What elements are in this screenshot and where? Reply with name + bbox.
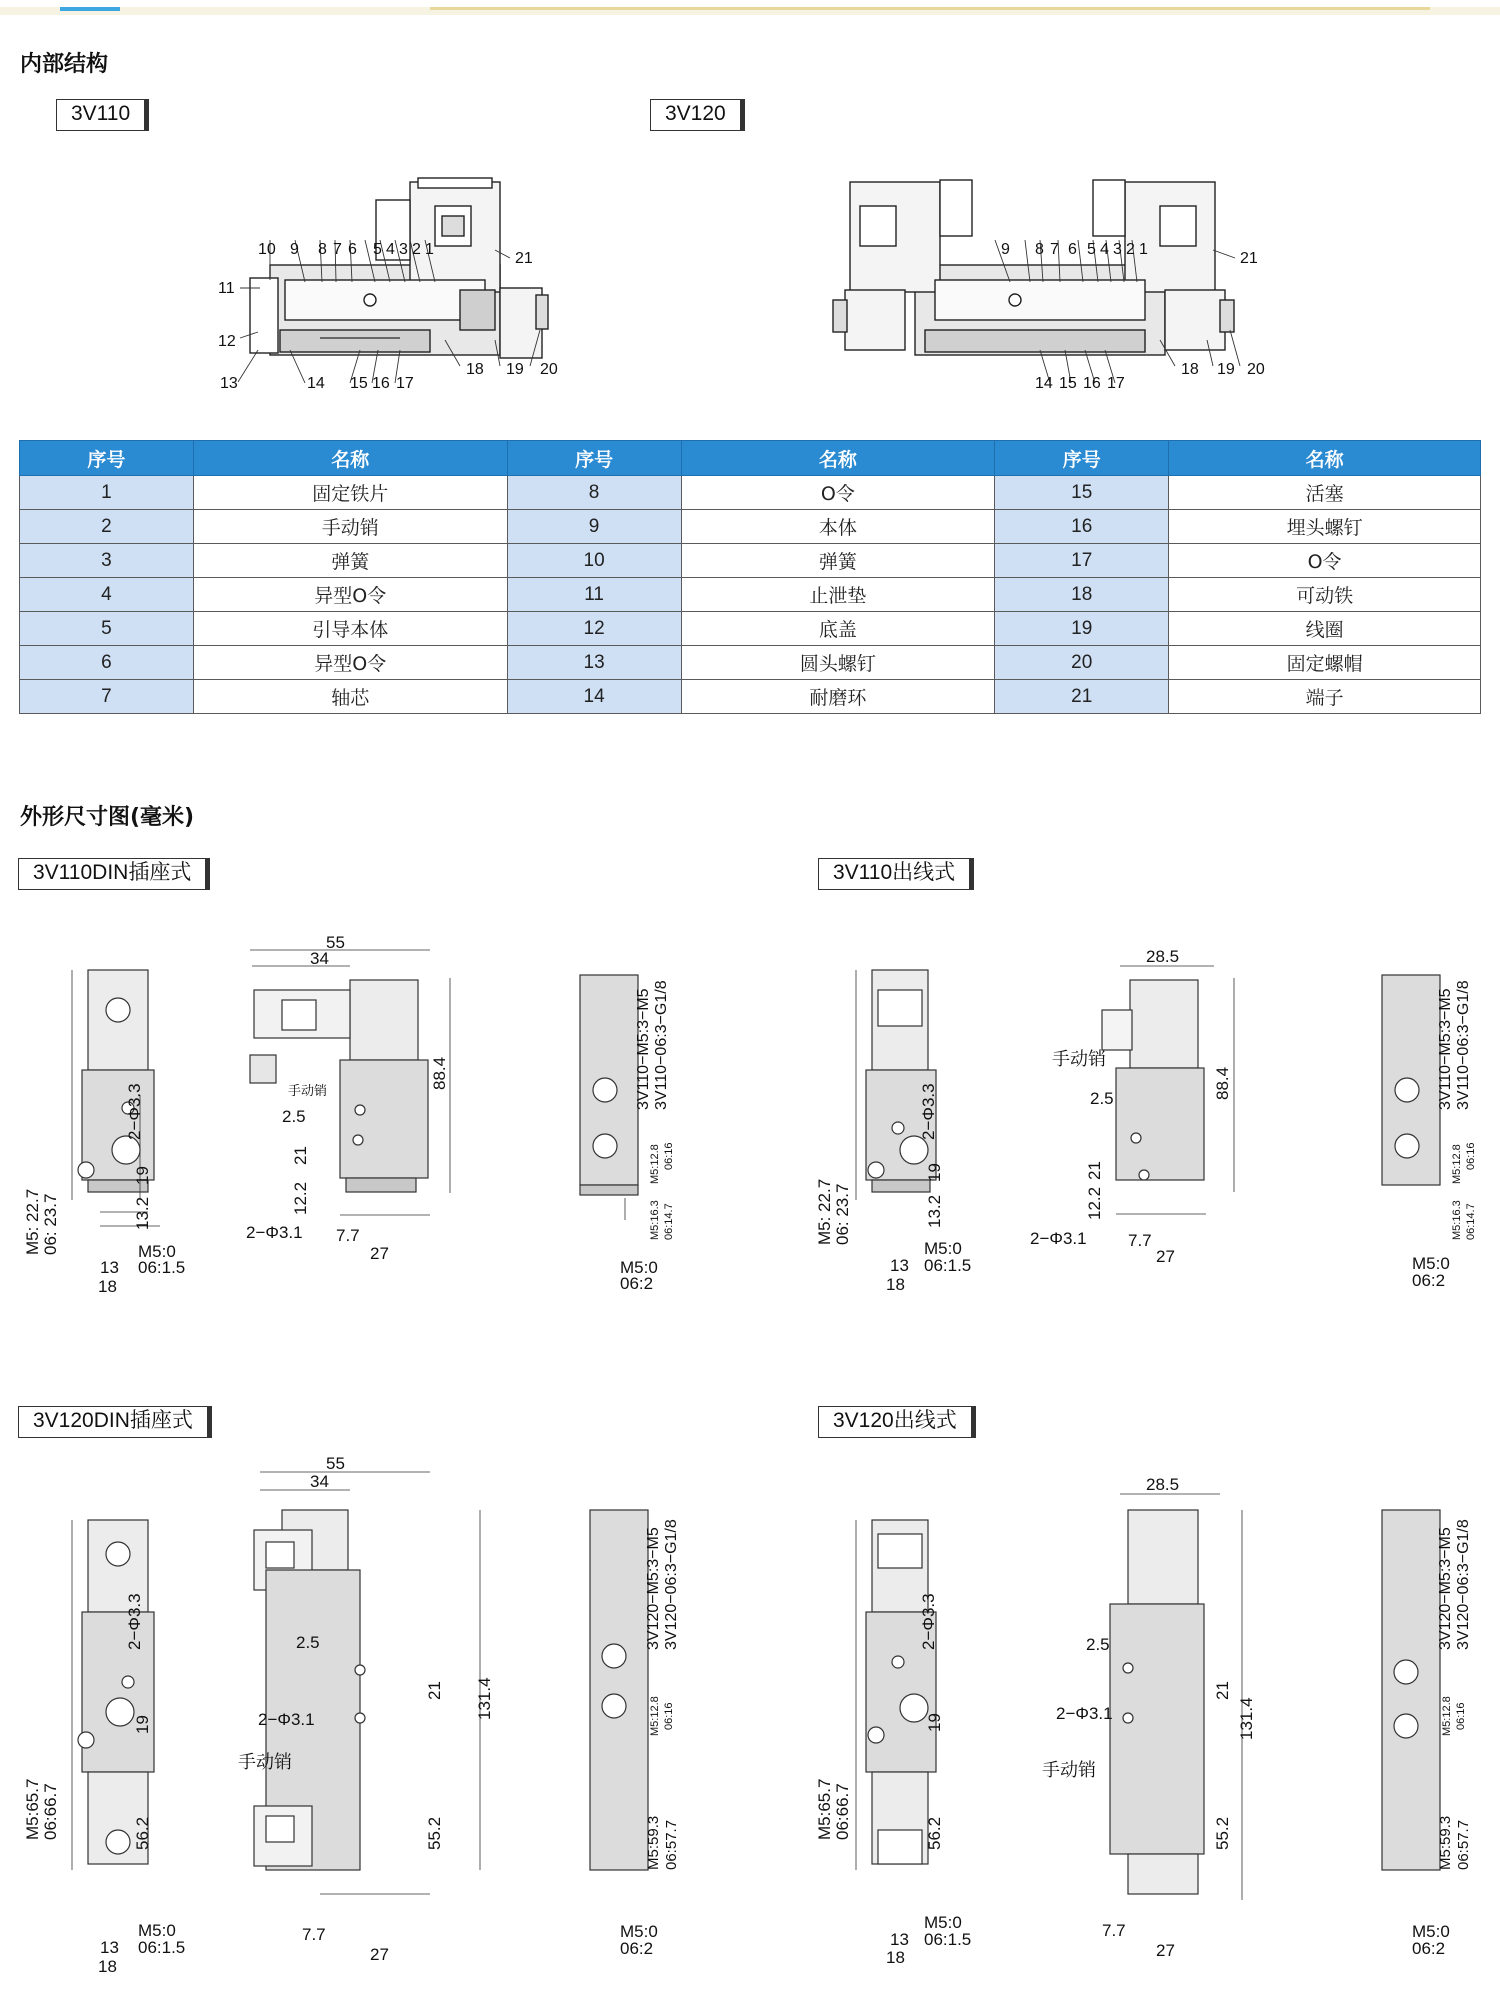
dim-rear-06-2: 06:2 (620, 1274, 654, 1293)
callout-4: 4 (386, 241, 395, 258)
dim-18: 18 (98, 1957, 117, 1976)
port-m5-12-8: M5:12.8 (1441, 1696, 1453, 1736)
dim-28-5: 28.5 (1146, 947, 1180, 966)
dim-2-5: 2.5 (1086, 1635, 1110, 1654)
tag-3v120-wire: 3V120出线式 (818, 1406, 976, 1438)
port-3v120-m5: 3V120−M5:3−M5 (645, 1527, 662, 1650)
dim-88-4: 88.4 (430, 1056, 449, 1090)
parts-table-header (20, 441, 1481, 476)
callout-3: 3 (399, 241, 408, 258)
dim-19: 19 (133, 1715, 152, 1734)
dim-28-5: 28.5 (1146, 1475, 1180, 1494)
port-m5-22-7: M5: 22.7 (815, 1178, 834, 1245)
callout-r-14: 14 (1035, 375, 1053, 392)
callout-20: 20 (540, 361, 558, 378)
dim-m5-0: M5:0 (138, 1921, 176, 1940)
dim-m5-0: M5:0 (138, 1242, 176, 1261)
cell-name: 线圈 (1169, 612, 1481, 646)
callout-r-18: 18 (1181, 361, 1199, 378)
dim-m5-0: M5:0 (924, 1239, 962, 1258)
port-m5-16-3: M5:16.3 (649, 1200, 661, 1240)
callout-15: 15 (350, 375, 368, 392)
callout-17: 17 (396, 375, 414, 392)
port-06-16: 06:16 (1465, 1142, 1477, 1170)
dim-21: 21 (291, 1146, 310, 1165)
manual-pin-label: 手动销 (1042, 1760, 1096, 1780)
port-m5-59-3: M5:59.3 (1437, 1815, 1454, 1870)
dim-18: 18 (886, 1275, 905, 1294)
dim-21: 21 (425, 1681, 444, 1700)
port-06-14-7: 06:14.7 (663, 1203, 675, 1240)
port-3v110-g18: 3V110−06:3−G1/8 (653, 980, 670, 1110)
dim-55-2: 55.2 (1213, 1816, 1232, 1850)
cell-name: 埋头螺钉 (1169, 510, 1481, 544)
dim-7-7: 7.7 (302, 1925, 326, 1944)
hole-phi33: 2−Φ3.3 (919, 1083, 938, 1140)
dim-34: 34 (310, 1472, 329, 1491)
callout-12: 12 (218, 333, 236, 350)
callout-r-16: 16 (1083, 375, 1101, 392)
callout-r-20: 20 (1247, 361, 1265, 378)
dim-27: 27 (1156, 1247, 1175, 1266)
dim-06-1-5: 06:1.5 (138, 1938, 186, 1957)
model-tag-3v110: 3V110 (56, 99, 149, 131)
cell-index: 6 (20, 646, 194, 680)
dim-56-2: 56.2 (925, 1816, 944, 1850)
dim-06-1-5: 06:1.5 (924, 1930, 972, 1949)
cell-name: 可动铁 (1169, 578, 1481, 612)
callout-r-3: 3 (1113, 241, 1122, 258)
cell-name: 手动销 (193, 510, 507, 544)
port-m5-16-3: M5:16.3 (1451, 1200, 1463, 1240)
hole-phi31: 2−Φ3.1 (246, 1223, 303, 1242)
cell-name: 圆头螺钉 (681, 646, 995, 680)
cell-name: 止泄垫 (681, 578, 995, 612)
dim-13-2: 13.2 (133, 1196, 152, 1230)
port-3v110-m5: 3V110−M5:3−M5 (635, 988, 652, 1110)
drawing-3v120-wire (810, 1450, 1490, 2000)
port-m5-12-8: M5:12.8 (649, 1696, 661, 1736)
model-tag-3v120: 3V120 (650, 99, 745, 131)
cell-index: 10 (507, 544, 681, 578)
dim-18: 18 (98, 1277, 117, 1296)
callout-r-21: 21 (1240, 250, 1258, 267)
cell-index: 7 (20, 680, 194, 714)
hole-phi31: 2−Φ3.1 (1030, 1229, 1087, 1248)
port-06-23-7: 06: 23.7 (41, 1193, 60, 1255)
callout-14: 14 (307, 375, 325, 392)
dim-88-4: 88.4 (1213, 1066, 1232, 1100)
port-m5-22-7: M5: 22.7 (23, 1188, 42, 1255)
dim-2-5: 2.5 (282, 1107, 306, 1126)
dimensions-title: 外形尺寸图(毫米) (20, 805, 195, 830)
port-06-66-7: 06:66.7 (41, 1783, 60, 1840)
header-index-2: 序号 (507, 441, 681, 476)
cell-name: 弹簧 (193, 544, 507, 578)
table-row (20, 680, 1481, 714)
callout-19: 19 (506, 361, 524, 378)
callout-7: 7 (333, 241, 342, 258)
manual-pin-label: 手动销 (1052, 1049, 1106, 1069)
header-index-1: 序号 (20, 441, 194, 476)
cell-name: 引导本体 (193, 612, 507, 646)
cell-name: O令 (1169, 544, 1481, 578)
port-3v110-g18: 3V110−06:3−G1/8 (1455, 980, 1472, 1110)
table-row (20, 578, 1481, 612)
port-m5-65-7: M5:65.7 (23, 1778, 42, 1840)
callout-18: 18 (466, 361, 484, 378)
dim-m5-0: M5:0 (924, 1913, 962, 1932)
dim-7-7: 7.7 (1102, 1921, 1126, 1940)
table-row (20, 544, 1481, 578)
callout-r-17: 17 (1107, 375, 1125, 392)
callout-16: 16 (372, 375, 390, 392)
dim-27: 27 (370, 1244, 389, 1263)
internal-structure-title: 内部结构 (20, 52, 109, 77)
dim-13-2: 13.2 (925, 1194, 944, 1228)
hole-phi33: 2−Φ3.3 (919, 1593, 938, 1650)
port-06-23-7: 06: 23.7 (833, 1183, 852, 1245)
cell-index: 15 (995, 476, 1169, 510)
hole-phi33: 2−Φ3.3 (125, 1593, 144, 1650)
dim-21: 21 (1213, 1681, 1232, 1700)
cell-index: 13 (507, 646, 681, 680)
cell-name: 底盖 (681, 612, 995, 646)
dim-rear-m5-0: M5:0 (620, 1258, 658, 1277)
dim-21: 21 (1085, 1161, 1104, 1180)
top-band (0, 7, 1500, 15)
callout-r-6: 6 (1068, 241, 1077, 258)
drawing-3v120-din (20, 1450, 720, 2000)
dim-06-1-5: 06:1.5 (138, 1258, 186, 1277)
callout-1: 1 (425, 241, 434, 258)
callout-8: 8 (318, 241, 327, 258)
port-06-66-7: 06:66.7 (833, 1783, 852, 1840)
top-decoration (0, 0, 1500, 8)
dim-rear-m5-0: M5:0 (1412, 1254, 1450, 1273)
dim-rear-06-2: 06:2 (1412, 1271, 1446, 1290)
port-06-16: 06:16 (663, 1142, 675, 1170)
callout-r-2: 2 (1126, 241, 1135, 258)
cell-name: 异型O令 (193, 578, 507, 612)
header-name-2: 名称 (681, 441, 995, 476)
callout-r-8: 8 (1035, 241, 1044, 258)
dim-2-5: 2.5 (1090, 1089, 1114, 1108)
dim-13: 13 (100, 1258, 119, 1277)
dim-rear-06-2: 06:2 (620, 1939, 654, 1958)
diagram-3v110-internal (210, 170, 590, 400)
drawing-3v110-din (20, 930, 720, 1310)
port-06-16: 06:16 (663, 1702, 675, 1730)
manual-pin-label: 手动销 (238, 1752, 292, 1772)
callout-21: 21 (515, 250, 533, 267)
dim-55: 55 (326, 933, 345, 952)
dim-12-2: 12.2 (1085, 1186, 1104, 1220)
tag-3v120-din: 3V120DIN插座式 (18, 1406, 212, 1438)
callout-r-7: 7 (1050, 241, 1059, 258)
callout-r-19: 19 (1217, 361, 1235, 378)
header-name-3: 名称 (1169, 441, 1481, 476)
callout-13: 13 (220, 375, 238, 392)
port-3v120-g18: 3V120−06:3−G1/8 (663, 1519, 680, 1650)
dim-2-5: 2.5 (296, 1633, 320, 1652)
cell-name: 固定螺帽 (1169, 646, 1481, 680)
callout-6: 6 (348, 241, 357, 258)
dim-55-2: 55.2 (425, 1816, 444, 1850)
callout-r-15: 15 (1059, 375, 1077, 392)
cell-name: O令 (681, 476, 995, 510)
callout-r-4: 4 (1100, 241, 1109, 258)
cell-index: 20 (995, 646, 1169, 680)
port-3v120-g18: 3V120−06:3−G1/8 (1455, 1519, 1472, 1650)
cell-index: 2 (20, 510, 194, 544)
dim-rear-m5-0: M5:0 (620, 1922, 658, 1941)
table-row (20, 646, 1481, 680)
manual-pin-label: 手动销 (288, 1083, 328, 1098)
dim-19: 19 (925, 1163, 944, 1182)
dim-34: 34 (310, 949, 329, 968)
tag-3v110-din: 3V110DIN插座式 (18, 858, 210, 890)
dim-56-2: 56.2 (133, 1816, 152, 1850)
parts-table (19, 440, 1481, 714)
cell-index: 18 (995, 578, 1169, 612)
dim-06-1-5: 06:1.5 (924, 1256, 972, 1275)
dim-55: 55 (326, 1454, 345, 1473)
port-06-57-7: 06:57.7 (663, 1819, 680, 1870)
hole-phi31: 2−Φ3.1 (1056, 1704, 1113, 1723)
cell-name: 活塞 (1169, 476, 1481, 510)
cell-name: 端子 (1169, 680, 1481, 714)
dim-13: 13 (890, 1930, 909, 1949)
callout-r-9: 9 (1001, 241, 1010, 258)
port-3v110-m5: 3V110−M5:3−M5 (1437, 988, 1454, 1110)
header-index-3: 序号 (995, 441, 1169, 476)
cell-index: 11 (507, 578, 681, 612)
callout-r-1: 1 (1139, 241, 1148, 258)
table-row (20, 612, 1481, 646)
cell-name: 轴芯 (193, 680, 507, 714)
callout-r-5: 5 (1087, 241, 1096, 258)
port-06-14-7: 06:14.7 (1465, 1203, 1477, 1240)
cell-index: 1 (20, 476, 194, 510)
hole-phi33: 2−Φ3.3 (125, 1083, 144, 1140)
port-3v120-m5: 3V120−M5:3−M5 (1437, 1527, 1454, 1650)
port-m5-12-8: M5:12.8 (1451, 1144, 1463, 1184)
dim-rear-06-2: 06:2 (1412, 1939, 1446, 1958)
cell-index: 4 (20, 578, 194, 612)
cell-index: 3 (20, 544, 194, 578)
dim-rear-m5-0: M5:0 (1412, 1922, 1450, 1941)
dim-18: 18 (886, 1948, 905, 1967)
port-06-57-7: 06:57.7 (1455, 1819, 1472, 1870)
cell-name: 耐磨环 (681, 680, 995, 714)
dim-19: 19 (133, 1166, 152, 1185)
callout-10: 10 (258, 241, 276, 258)
callout-5: 5 (373, 241, 382, 258)
port-m5-65-7: M5:65.7 (815, 1778, 834, 1840)
diagram-3v120-internal (815, 170, 1295, 400)
callout-2: 2 (412, 241, 421, 258)
dim-12-2: 12.2 (291, 1181, 310, 1215)
dim-13: 13 (100, 1938, 119, 1957)
cell-name: 固定铁片 (193, 476, 507, 510)
dim-27: 27 (1156, 1941, 1175, 1960)
dim-7-7: 7.7 (336, 1226, 360, 1245)
table-row (20, 476, 1481, 510)
header-name-1: 名称 (193, 441, 507, 476)
tag-3v110-wire: 3V110出线式 (818, 858, 974, 890)
cell-index: 5 (20, 612, 194, 646)
callout-11: 11 (218, 280, 235, 297)
cell-name: 弹簧 (681, 544, 995, 578)
cell-name: 本体 (681, 510, 995, 544)
cell-index: 21 (995, 680, 1169, 714)
port-06-16: 06:16 (1455, 1702, 1467, 1730)
cell-index: 12 (507, 612, 681, 646)
dim-131-4: 131.4 (475, 1677, 494, 1720)
dim-27: 27 (370, 1945, 389, 1964)
cell-index: 9 (507, 510, 681, 544)
port-m5-12-8: M5:12.8 (649, 1144, 661, 1184)
hole-phi31: 2−Φ3.1 (258, 1710, 315, 1729)
cell-index: 14 (507, 680, 681, 714)
cell-index: 17 (995, 544, 1169, 578)
dim-131-4: 131.4 (1237, 1697, 1256, 1740)
cell-name: 异型O令 (193, 646, 507, 680)
drawing-3v110-wire (810, 930, 1490, 1310)
table-row (20, 510, 1481, 544)
callout-9: 9 (290, 241, 299, 258)
port-m5-59-3: M5:59.3 (645, 1815, 662, 1870)
cell-index: 8 (507, 476, 681, 510)
dim-7-7: 7.7 (1128, 1231, 1152, 1250)
dim-19: 19 (925, 1713, 944, 1732)
dim-13: 13 (890, 1256, 909, 1275)
cell-index: 16 (995, 510, 1169, 544)
cell-index: 19 (995, 612, 1169, 646)
